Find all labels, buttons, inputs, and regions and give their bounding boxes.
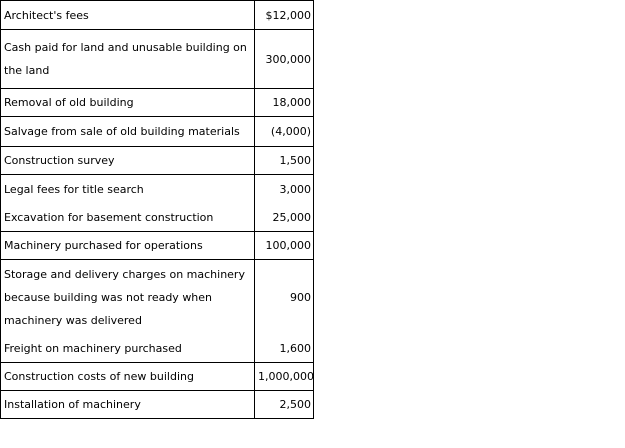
item-label: Architect's fees xyxy=(1,1,255,30)
item-label: Excavation for basement construction xyxy=(4,210,214,224)
table-row xyxy=(1,147,314,175)
item-amount: 300,000 xyxy=(255,30,314,89)
table-row-group xyxy=(1,175,314,232)
item-amount: 100,000 xyxy=(255,232,314,260)
item-label: Installation of machinery xyxy=(1,391,255,419)
table-row xyxy=(1,30,314,89)
table-row xyxy=(1,391,314,419)
item-amount: 18,000 xyxy=(255,89,314,117)
item-label: Removal of old building xyxy=(1,89,255,117)
table-row xyxy=(1,1,314,30)
item-amount: 2,500 xyxy=(255,391,314,419)
item-label: Salvage from sale of old building materials xyxy=(1,117,255,147)
item-amount: 1,500 xyxy=(255,147,314,175)
item-label: Machinery purchased for operations xyxy=(1,232,255,260)
item-amount: 25,000 xyxy=(272,210,311,224)
item-amount: 900 xyxy=(290,290,311,304)
item-label: Storage and delivery charges on machinery because building was not ready when machinery was delivered xyxy=(4,267,245,327)
item-amount: 1,000,000 xyxy=(255,363,314,391)
item-label: Legal fees for title search xyxy=(4,182,144,196)
table-row-group xyxy=(1,260,314,363)
item-label: Freight on machinery purchased xyxy=(4,341,182,355)
table-row xyxy=(1,117,314,147)
table-row xyxy=(1,89,314,117)
item-amount: 3,000 xyxy=(279,182,311,196)
item-amount: 1,600 xyxy=(279,341,311,355)
table-row xyxy=(1,232,314,260)
item-amount: $12,000 xyxy=(255,1,314,30)
item-amount: (4,000) xyxy=(255,117,314,147)
item-label: Construction survey xyxy=(1,147,255,175)
item-label: Cash paid for land and unusable building on the land xyxy=(1,30,255,89)
cost-items-table xyxy=(0,0,314,419)
item-label: Construction costs of new building xyxy=(1,363,255,391)
table-row xyxy=(1,363,314,391)
